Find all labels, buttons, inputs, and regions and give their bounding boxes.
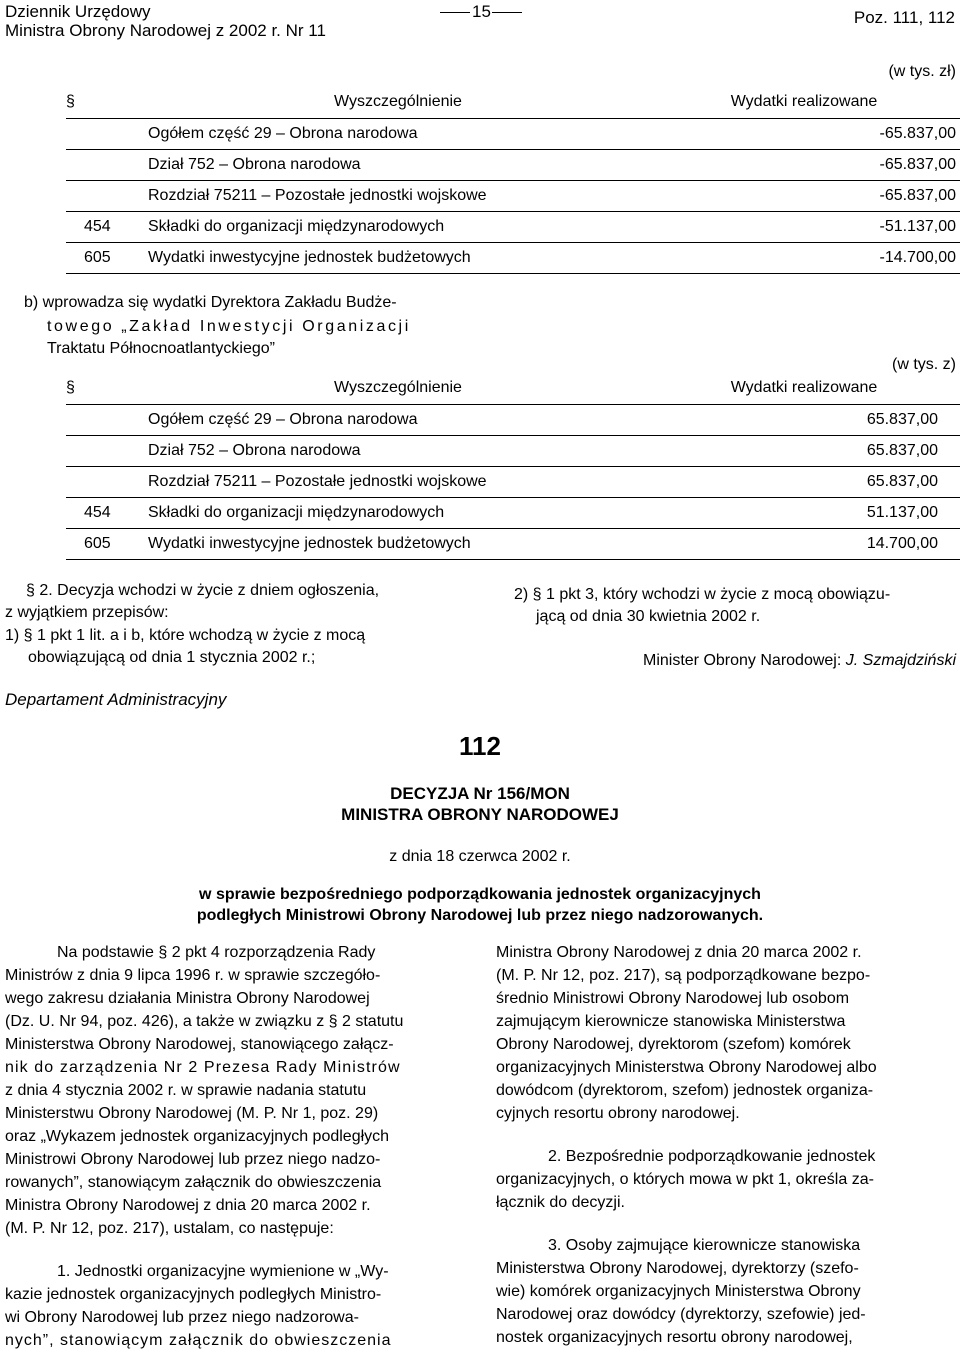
row-desc: Ogółem część 29 – Obrona narodowa xyxy=(148,404,648,435)
table-row xyxy=(66,435,960,466)
row-desc: Rozdział 75211 – Pozostałe jednostki wojskowe xyxy=(148,466,648,497)
table-row xyxy=(66,180,960,211)
header-rule-left xyxy=(440,12,470,13)
row-code: 605 xyxy=(66,528,148,559)
body-line: średnio Ministrowi Obrony Narodowej lub osobom xyxy=(496,990,850,1007)
row-code xyxy=(66,435,148,466)
row-code xyxy=(66,149,148,180)
body-line: dowódcom (dyrektorom, szefom) jednostek organiza- xyxy=(496,1082,874,1099)
decision-number: 112 xyxy=(459,731,501,761)
row-code xyxy=(66,404,148,435)
section-b-line3: Traktatu Północnoatlantyckiego” xyxy=(47,340,275,357)
col-desc-header: Wyszczególnienie xyxy=(148,373,648,404)
col-section-header: § xyxy=(66,87,148,118)
body-line: organizacyjnych Ministerstwa Obrony Narodowej albo xyxy=(496,1059,877,1076)
table-row xyxy=(66,404,960,435)
decision-issuer: MINISTRA OBRONY NARODOWEJ xyxy=(341,805,619,824)
col-value-header: Wydatki realizowane xyxy=(648,87,960,118)
table-row xyxy=(66,149,960,180)
body-line: wi Obrony Narodowej lub przez niego nadzorowa- xyxy=(5,1309,359,1326)
section-b-line1: b) wprowadza się wydatki Dyrektora Zakładu Budże- xyxy=(24,294,397,311)
position-label: Poz. 111, 112 xyxy=(853,8,955,27)
department-name: Departament Administracyjny xyxy=(5,690,227,709)
row-value: 51.137,00 xyxy=(648,497,960,528)
para2-item1-line1: 1) § 1 pkt 1 lit. a i b, które wchodzą w życie z mocą xyxy=(5,627,366,644)
journal-title: Dziennik Urzędowy xyxy=(5,2,151,21)
signature-label: Minister Obrony Narodowej: xyxy=(643,652,842,669)
body-line: Na podstawie § 2 pkt 4 rozporządzenia Rady xyxy=(57,944,376,961)
row-value: -51.137,00 xyxy=(648,211,960,242)
body-line: Ministerstwa Obrony Narodowej, stanowiącego załącz- xyxy=(5,1036,394,1053)
row-value: -14.700,00 xyxy=(648,242,960,273)
decision-subject-line1: w sprawie bezpośredniego podporządkowania jednostek organizacyjnych xyxy=(199,886,761,903)
body-line: oraz „Wykazem jednostek organizacyjnych podległych xyxy=(5,1128,390,1145)
para2-item2-line2: jącą od dnia 30 kwietnia 2002 r. xyxy=(536,608,761,625)
body-line: nik do zarządzenia Nr 2 Prezesa Rady Ministrów xyxy=(5,1059,401,1076)
row-code xyxy=(66,180,148,211)
table-row xyxy=(66,118,960,149)
para2-line2: z wyjątkiem przepisów: xyxy=(5,604,169,621)
row-desc: Wydatki inwestycyjne jednostek budżetowych xyxy=(148,528,648,559)
table-header-row xyxy=(66,373,960,404)
col-value-header: Wydatki realizowane xyxy=(648,373,960,404)
body-line: Ministerstwu Obrony Narodowej (M. P. Nr 1, poz. 29) xyxy=(5,1105,379,1122)
body-line: Ministrów z dnia 9 lipca 1996 r. w sprawie szczegóło- xyxy=(5,967,381,984)
body-line: nych”, stanowiącym załącznik do obwieszczenia xyxy=(5,1332,392,1349)
section-b-line2: towego „Zakład Inwestycji Organizacji xyxy=(47,318,411,335)
body-line: kazie jednostek organizacyjnych podległych Ministro- xyxy=(5,1286,382,1303)
row-desc: Ogółem część 29 – Obrona narodowa xyxy=(148,118,648,149)
table-row xyxy=(66,242,960,273)
row-code: 605 xyxy=(66,242,148,273)
header-rule-right xyxy=(492,12,522,13)
table1-unit: (w tys. zł) xyxy=(888,63,956,80)
table-row xyxy=(66,211,960,242)
row-code: 454 xyxy=(66,211,148,242)
decision-subject-line2: podległych Ministrowi Obrony Narodowej lub przez niego nadzorowanych. xyxy=(196,907,764,924)
decision-date: z dnia 18 czerwca 2002 r. xyxy=(389,848,571,865)
body-line: (M. P. Nr 12, poz. 217), ustalam, co następuje: xyxy=(5,1220,334,1237)
body-line: cyjnych resortu obrony narodowej. xyxy=(496,1105,740,1122)
expenditure-table-reduction xyxy=(66,87,960,274)
row-value: 65.837,00 xyxy=(648,466,960,497)
body-left-column xyxy=(5,942,465,1352)
table-row xyxy=(66,497,960,528)
row-value: 14.700,00 xyxy=(648,528,960,559)
body-line: łącznik do decyzji. xyxy=(496,1194,625,1211)
body-line: (M. P. Nr 12, poz. 217), są podporządkowane bezpo- xyxy=(496,967,871,984)
row-code xyxy=(66,118,148,149)
body-line: z dnia 4 stycznia 2002 r. w sprawie nadania statutu xyxy=(5,1082,367,1099)
table-row xyxy=(66,528,960,559)
row-value: -65.837,00 xyxy=(648,180,960,211)
col-section-header: § xyxy=(66,373,148,404)
row-desc: Dział 752 – Obrona narodowa xyxy=(148,149,648,180)
signature-name: J. Szmajdziński xyxy=(845,652,956,669)
body-line: Ministerstwa Obrony Narodowej, dyrektorzy (szefo- xyxy=(496,1260,859,1277)
row-desc: Dział 752 – Obrona narodowa xyxy=(148,435,648,466)
body-line: 2. Bezpośrednie podporządkowanie jednostek xyxy=(548,1148,876,1165)
body-line: wie) komórek organizacyjnych Ministerstwa Obrony xyxy=(496,1283,861,1300)
row-value: -65.837,00 xyxy=(648,118,960,149)
body-line: nostek organizacyjnych resortu obrony narodowej, xyxy=(496,1329,853,1346)
table-header-row xyxy=(66,87,960,118)
row-desc: Składki do organizacji międzynarodowych xyxy=(148,211,648,242)
row-code: 454 xyxy=(66,497,148,528)
body-line: rowanych”, stanowiącym załącznik do obwieszczenia xyxy=(5,1174,382,1191)
journal-ministry: Ministra Obrony Narodowej z 2002 r. Nr 11 xyxy=(5,21,326,40)
body-line: Ministra Obrony Narodowej z dnia 20 marca 2002 r. xyxy=(496,944,862,961)
row-desc: Rozdział 75211 – Pozostałe jednostki wojskowe xyxy=(148,180,648,211)
body-line: wego zakresu działania Ministra Obrony Narodowej xyxy=(5,990,370,1007)
row-desc: Wydatki inwestycyjne jednostek budżetowych xyxy=(148,242,648,273)
body-line: Ministrowi Obrony Narodowej lub przez niego nadzo- xyxy=(5,1151,381,1168)
signature xyxy=(643,650,956,672)
body-line: zajmującym kierownicze stanowiska Ministerstwa xyxy=(496,1013,846,1030)
para2-line1: § 2. Decyzja wchodzi w życie z dniem ogłoszenia, xyxy=(26,582,380,599)
body-line: (Dz. U. Nr 94, poz. 426), a także w związku z § 2 statutu xyxy=(5,1013,404,1030)
expenditure-table-addition xyxy=(66,373,960,560)
body-right-column xyxy=(496,942,956,1350)
body-line: organizacyjnych, o których mowa w pkt 1, określa za- xyxy=(496,1171,874,1188)
row-code xyxy=(66,466,148,497)
body-line: Narodowej oraz dowódcy (dyrektorzy, szefowie) jed- xyxy=(496,1306,866,1323)
body-line: 3. Osoby zajmujące kierownicze stanowiska xyxy=(548,1237,861,1254)
para2-item1-line2: obowiązującą od dnia 1 stycznia 2002 r.; xyxy=(28,649,316,666)
col-desc-header: Wyszczególnienie xyxy=(148,87,648,118)
row-desc: Składki do organizacji międzynarodowych xyxy=(148,497,648,528)
table2-unit: (w tys. z) xyxy=(892,356,956,373)
row-value: 65.837,00 xyxy=(648,404,960,435)
body-line: 1. Jednostki organizacyjne wymienione w „Wy- xyxy=(57,1263,389,1280)
table-row xyxy=(66,466,960,497)
decision-title: DECYZJA Nr 156/MON xyxy=(390,784,570,803)
para2-item2-line1: 2) § 1 pkt 3, który wchodzi w życie z mocą obowiązu- xyxy=(514,586,891,603)
body-line: Obrony Narodowej, dyrektorom (szefom) komórek xyxy=(496,1036,851,1053)
body-line: Ministra Obrony Narodowej z dnia 20 marca 2002 r. xyxy=(5,1197,371,1214)
page-number: 15 xyxy=(472,2,491,21)
row-value: 65.837,00 xyxy=(648,435,960,466)
row-value: -65.837,00 xyxy=(648,149,960,180)
